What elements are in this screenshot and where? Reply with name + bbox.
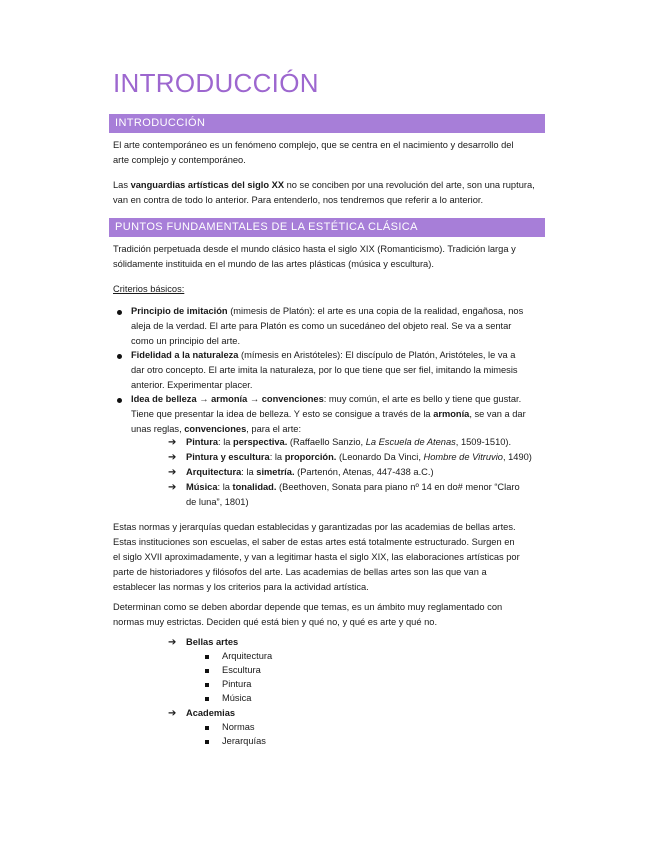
intro-paragraph-2: Las vanguardias artísticas del siglo XX no se conciben por una revolución del arte, son una ruptura, van en contra de todo lo anterior. Para entenderlo, nos tendremos que referir a lo anterior.: [113, 180, 535, 205]
section-header-puntos-fundamentales: PUNTOS FUNDAMENTALES DE LA ESTÉTICA CLÁSICA: [109, 218, 545, 237]
list-item: Música: [222, 693, 252, 703]
bullet-fidelidad-naturaleza: Fidelidad a la naturaleza (mímesis en Aristóteles): El discípulo de Platón, Aristóteles, le va a dar otro concepto. El arte imita la naturaleza, por lo que tiene que ser fiel, imitando la mimesis anterior. Experimentar placer.: [131, 350, 518, 390]
square-bullet: [205, 655, 209, 659]
arrow-bullet-icon: ➔: [168, 482, 177, 493]
bullet-dot: [117, 398, 122, 403]
list-item: Arquitectura: [222, 651, 273, 661]
bullet-idea-belleza: Idea de belleza → armonía → convenciones: muy común, el arte es bello y tiene que gustar. Tiene que presentar la idea de belleza. Y esto se consigue a través de la armonía, se van a dar unas reglas, convenciones, para el arte:: [131, 394, 526, 434]
sub-item-musica: Música: la tonalidad. (Beethoven, Sonata para piano nº 14 en do# menor “Claro: [186, 482, 520, 492]
list-item: Escultura: [222, 665, 261, 675]
square-bullet: [205, 683, 209, 687]
intro-paragraph-1: El arte contemporáneo es un fenómeno complejo, que se centra en el nacimiento y desarrollo del arte complejo y contemporáneo.: [113, 140, 514, 165]
arrow-bullet-icon: ➔: [168, 452, 177, 463]
arrow-bullet-icon: ➔: [168, 708, 177, 719]
sub-item-musica-cont: de luna”, 1801): [186, 497, 249, 507]
square-bullet: [205, 740, 209, 744]
section-header-introduccion: INTRODUCCIÓN: [109, 114, 545, 133]
list-item: Pintura: [222, 679, 252, 689]
sub-item-pintura: Pintura: la perspectiva. (Raffaello Sanzio, La Escuela de Atenas, 1509-1510).: [186, 437, 512, 447]
list-label-academias: Academias: [186, 708, 236, 718]
bullet-dot: [117, 310, 122, 315]
sub-item-pintura-escultura: Pintura y escultura: la proporción. (Leonardo Da Vinci, Hombre de Vitruvio, 1490): [186, 452, 532, 462]
arrow-bullet-icon: ➔: [168, 437, 177, 448]
criterios-label: Criterios básicos:: [113, 284, 185, 294]
arrow-bullet-icon: ➔: [168, 637, 177, 648]
determinan-paragraph: Determinan como se deben abordar depende que temas, es un ámbito muy reglamentado con normas muy estrictas. Deciden qué está bien y qué no, y qué es arte y qué no.: [113, 602, 503, 627]
sub-item-arquitectura: Arquitectura: la simetría. (Partenón, Atenas, 447-438 a.C.): [186, 467, 434, 477]
bullet-dot: [117, 354, 122, 359]
list-label-bellas-artes: Bellas artes: [186, 637, 239, 647]
page-title: INTRODUCCIÓN: [113, 68, 319, 98]
square-bullet: [205, 669, 209, 673]
list-item: Normas: [222, 722, 255, 732]
arrow-bullet-icon: ➔: [168, 467, 177, 478]
academias-paragraph: Estas normas y jerarquías quedan establecidas y garantizadas por las academias de bellas artes. Estas instituciones son escuelas, el saber de estas artes está totalmente estructurado. Surgen en el siglo XVII aproximadamente, y van a legitimar hasta el siglo XIX, las elaboraciones artísticas por parte de historiadores y filósofos del arte. Las academias de bellas artes son las que van a establecer las normas y los criterios para la actividad artística.: [113, 522, 520, 592]
square-bullet: [205, 697, 209, 701]
bullet-principio-imitacion: Principio de imitación (mimesis de Platón): el arte es una copia de la realidad, engañosa, nos aleja de la verdad. El arte para Platón es como un sucedáneo del objeto real. Se va a sentar como un principio del arte.: [131, 306, 524, 346]
tradition-paragraph: Tradición perpetuada desde el mundo clásico hasta el siglo XIX (Romanticismo). Tradición larga y sólidamente instituida en el mundo de las artes plásticas (música y escultura).: [113, 244, 516, 269]
square-bullet: [205, 726, 209, 730]
list-item: Jerarquías: [222, 736, 266, 746]
